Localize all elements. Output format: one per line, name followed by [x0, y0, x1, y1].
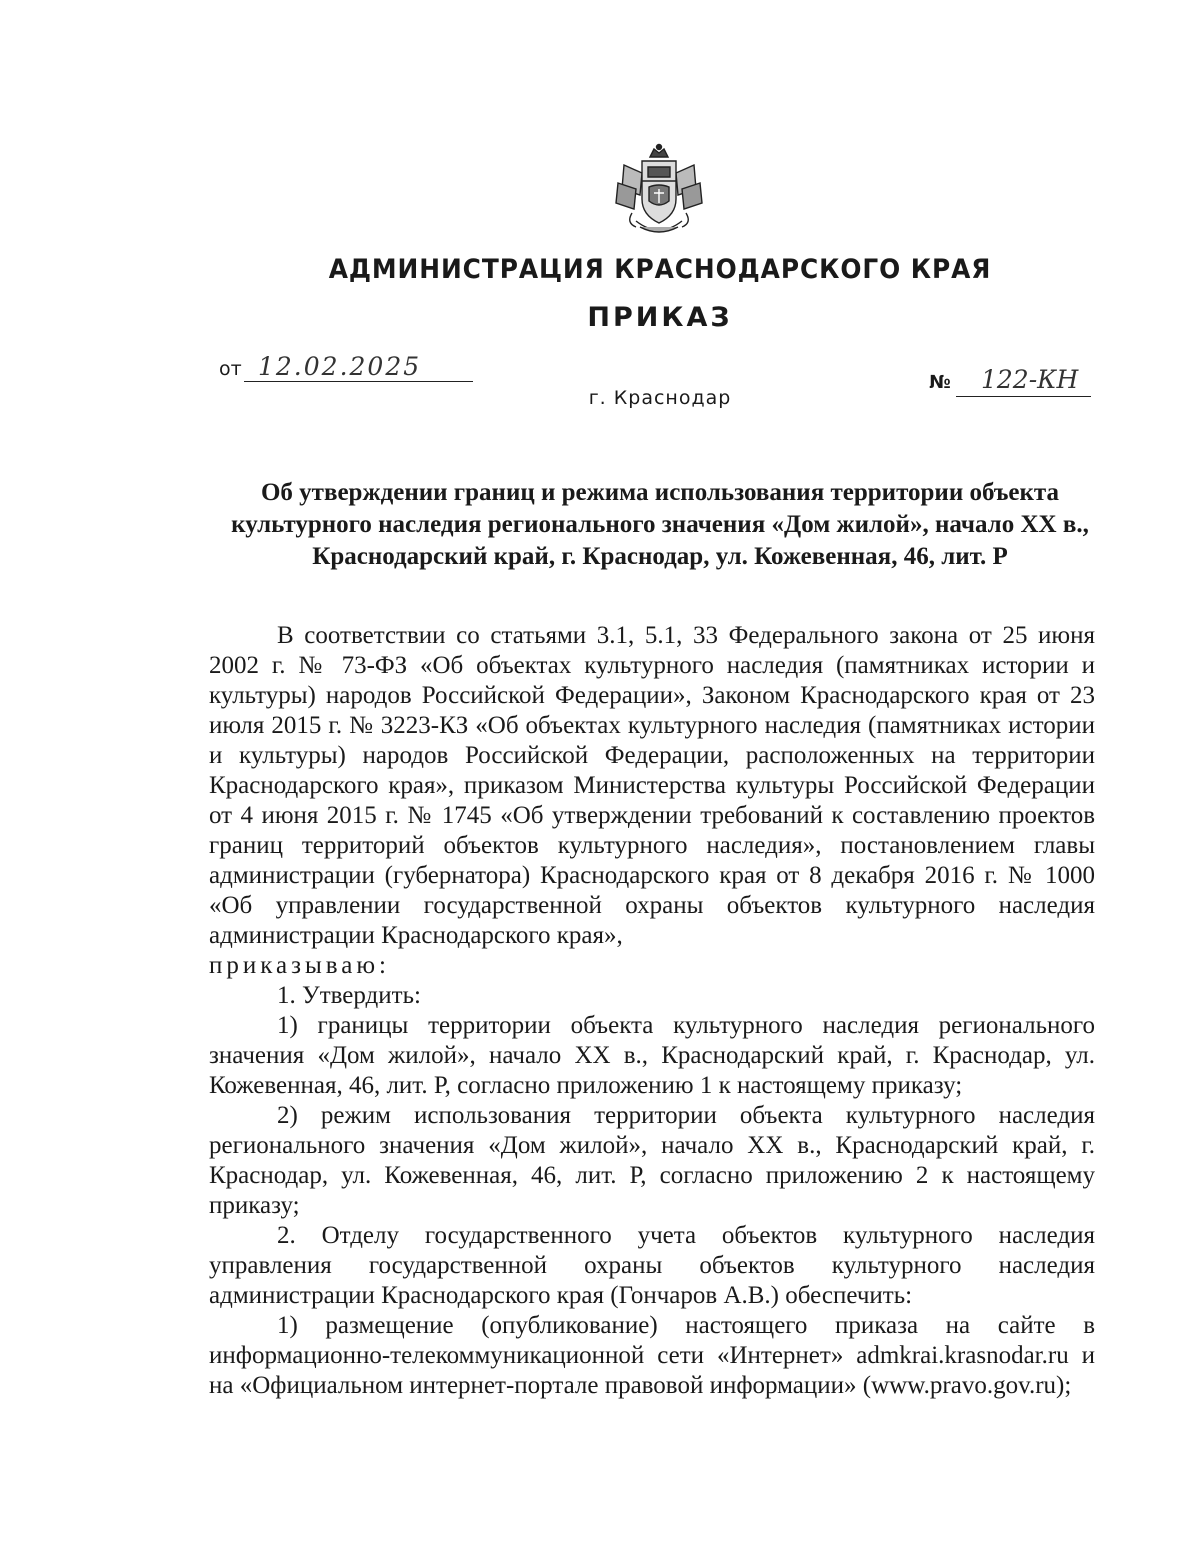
number-handwritten: 122-КН — [981, 365, 1079, 394]
item-1: 1. Утвердить: — [277, 982, 421, 1009]
item-1-2: 2) режим использования территории объекта культурного наследия регионального значения «Дом жилой», начало XX в., Краснодарский край, г. Краснодар, ул. Кожевенная, 46, лит. Р, согласно приложению 2 к настоящему приказу; — [209, 1102, 1095, 1219]
order-word — [209, 951, 1095, 981]
date-label: от — [219, 358, 242, 380]
date-handwritten: 12.02.2025 — [258, 352, 422, 381]
document-type: ПРИКАЗ — [587, 302, 733, 333]
number-label: № — [929, 372, 951, 393]
organization-title: АДМИНИСТРАЦИЯ КРАСНОДАРСКОГО КРАЯ — [328, 254, 992, 285]
document-subject: Об утверждении границ и режима использования территории объекта культурного наследия регионального значения «Дом жилой», начало XX в., Краснодарский край, г. Краснодар, ул. Кожевенная, 46, лит. Р — [231, 479, 1089, 570]
preamble-paragraph: В соответствии со статьями 3.1, 5.1, 33 Федерального закона от 25 июня 2002 г. № 73-ФЗ «Об объектах культурного наследия (памятниках истории и культуры) народов Российской Федерации», Законом Краснодарского края от 23 июля 2015 г. № 3223-КЗ «Об объектах культурного наследия (памятниках истории и культуры) народов Российской Федерации, расположенных на территории Краснодарского края», приказом Министерства культуры Российской Федерации от 4 июня 2015 г. № 1745 «Об утверждении требований к составлению проектов границ территорий объектов культурного наследия», постановлением главы администрации (губернатора) Краснодарского края от 8 декабря 2016 г. № 1000 «Об управлении государственной охраны объектов культурного наследия администрации Краснодарского края», — [209, 622, 1095, 949]
document-body — [209, 621, 1095, 1401]
order-word-text: приказываю: — [209, 952, 390, 979]
number-underline — [956, 396, 1091, 397]
date-underline — [244, 381, 473, 382]
city-label: г. Краснодар — [588, 387, 732, 409]
coat-of-arms-icon — [614, 143, 704, 239]
item-2-1: 1) размещение (опубликование) настоящего приказа на сайте в информационно-телекоммуникационной сети «Интернет» admkrai.krasnodar.ru и на «Официальном интернет-портале правовой информации» (www.pravo.gov.ru); — [209, 1312, 1095, 1399]
item-1-1: 1) границы территории объекта культурного наследия регионального значения «Дом жилой», начало XX в., Краснодарский край, г. Краснодар, ул. Кожевенная, 46, лит. Р, согласно приложению 1 к настоящему приказу; — [209, 1012, 1095, 1099]
item-2: 2. Отделу государственного учета объектов культурного наследия управления государственной охраны объектов культурного наследия администрации Краснодарского края (Гончаров А.В.) обеспечить: — [209, 1222, 1095, 1309]
